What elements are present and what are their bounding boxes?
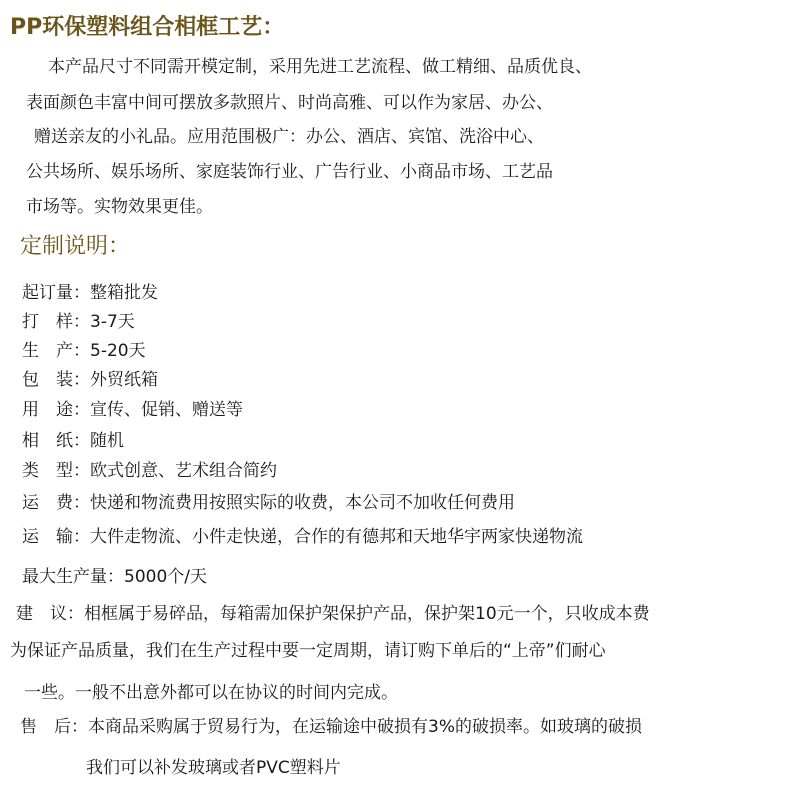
spec-after-sales-cont: 我们可以补发玻璃或者PVC塑料片	[86, 758, 341, 778]
spec-suggestion-cont-2: 一些。一般不出意外都可以在协议的时间内完成。	[24, 683, 398, 703]
spec-suggestion-cont-1: 为保证产品质量，我们在生产过程中要一定周期，请订购下单后的“上帝”们耐心	[10, 641, 606, 661]
spec-photo-paper: 相 纸：随机	[22, 431, 124, 451]
intro-line-1: 本产品尺寸不同需开模定制，采用先进工艺流程、做工精细、品质优良、	[48, 57, 592, 77]
spec-packaging: 包 装：外贸纸箱	[22, 370, 158, 390]
spec-production: 生 产：5-20天	[22, 341, 146, 361]
intro-line-4: 公共场所、娱乐场所、家庭装饰行业、广告行业、小商品市场、工艺品	[26, 162, 553, 182]
spec-after-sales: 售 后：本商品采购属于贸易行为，在运输途中破损有3%的破损率。如玻璃的破损	[20, 717, 642, 737]
spec-suggestion: 建 议：相框属于易碎品，每箱需加保护架保护产品，保护架10元一个，只收成本费	[16, 604, 650, 624]
spec-shipping-fee: 运 费：快递和物流费用按照实际的收费，本公司不加收任何费用	[22, 493, 515, 513]
section-title-customization: 定制说明：	[20, 234, 131, 259]
spec-min-order: 起订量：整箱批发	[22, 283, 158, 303]
intro-line-3: 赠送亲友的小礼品。应用范围极广：办公、酒店、宾馆、洗浴中心、	[34, 127, 544, 147]
intro-line-2: 表面颜色丰富中间可摆放多款照片、时尚高雅、可以作为家居、办公、	[26, 93, 553, 113]
spec-sample: 打 样：3-7天	[22, 312, 135, 332]
intro-line-5: 市场等。实物效果更佳。	[26, 197, 213, 217]
spec-type: 类 型：欧式创意、艺术组合简约	[22, 461, 277, 481]
spec-max-output: 最大生产量：5000个/天	[22, 567, 207, 587]
spec-usage: 用 途：宣传、促销、赠送等	[22, 400, 243, 420]
section-title-pp-frame-craft: PP环保塑料组合相框工艺：	[10, 15, 285, 40]
spec-transport: 运 输：大件走物流、小件走快递，合作的有德邦和天地华宇两家快递物流	[22, 527, 583, 547]
